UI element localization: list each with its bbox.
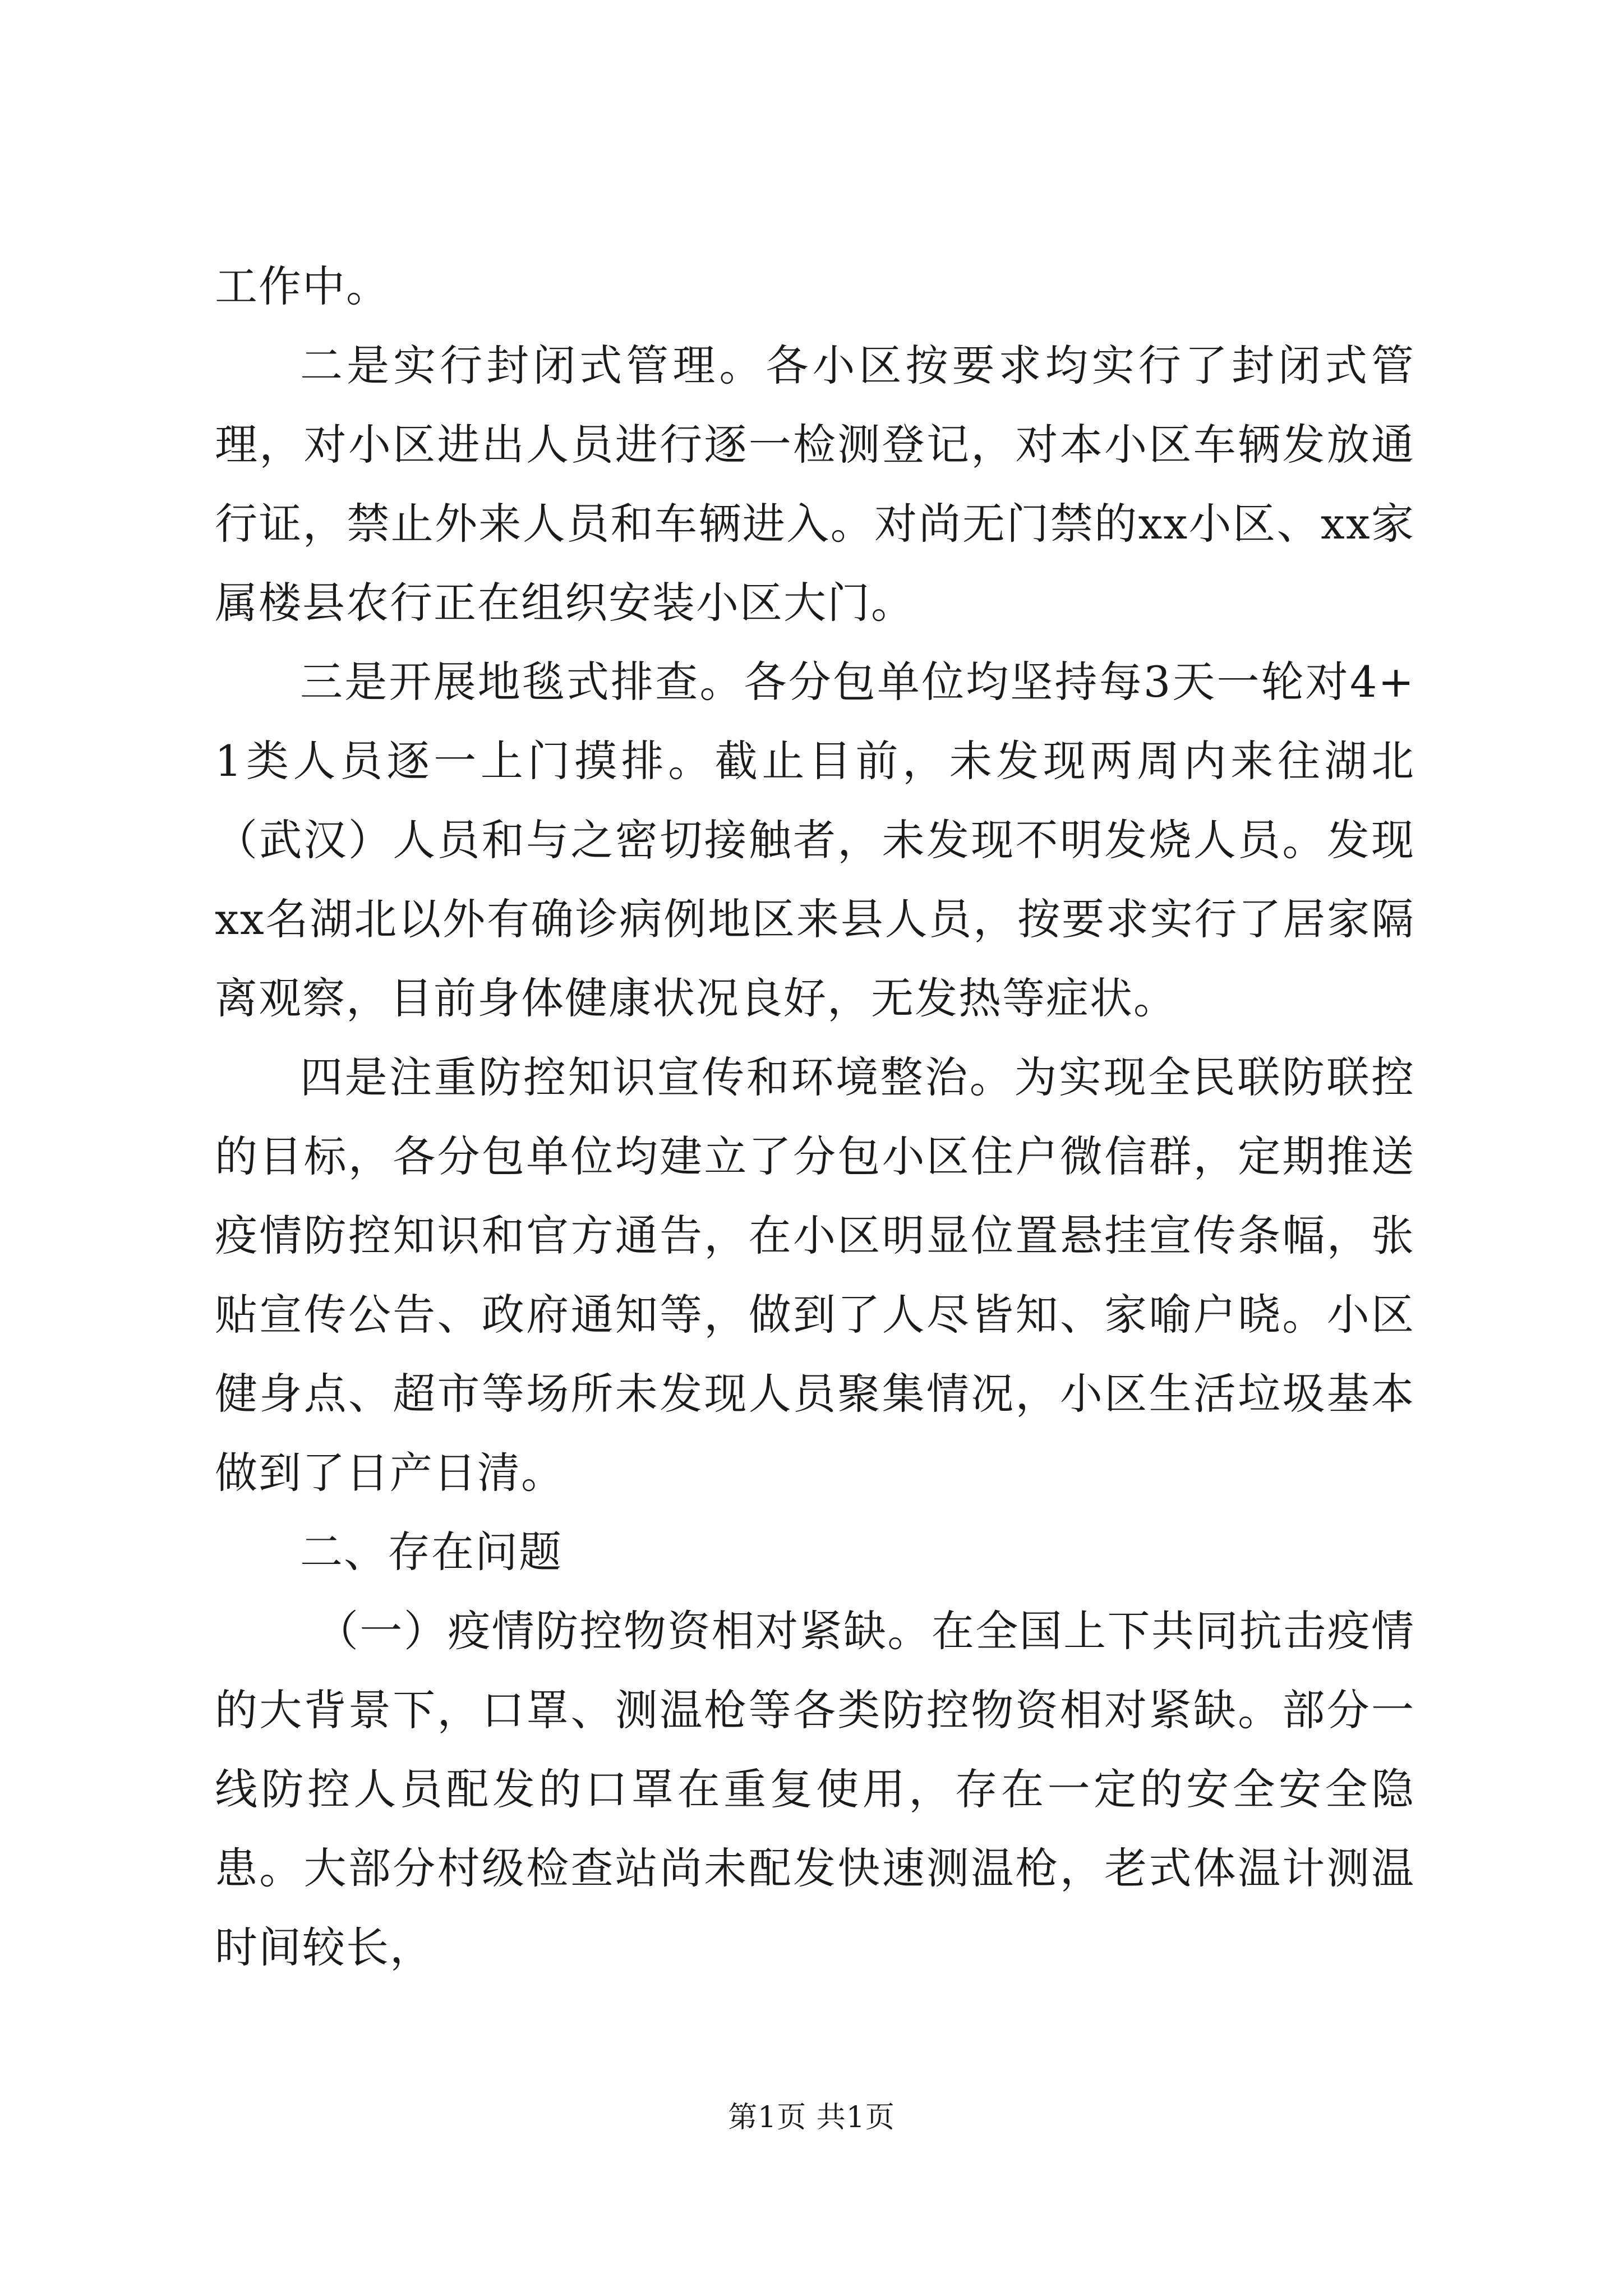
page-footer: 第1页 共1页 <box>728 2101 895 2134</box>
paragraph-closed-management: 二是实行封闭式管理。各小区按要求均实行了封闭式管理，对小区进出人员进行逐一检测登记，对本小区车辆发放通行证，禁止外来人员和车辆进入。对尚无门禁的xx小区、xx家属楼县农行正在组织安装小区大门。 <box>215 341 1415 628</box>
paragraph-supplies-shortage: （一）疫情防控物资相对紧缺。在全国上下共同抗击疫情的大背景下，口罩、测温枪等各类防控物资相对紧缺。部分一线防控人员配发的口罩在重复使用，存在一定的安全安全隐患。大部分村级检查站尚未配发快速测温枪，老式体温计测温时间较长， <box>215 1606 1415 1972</box>
paragraph-publicity-environment: 四是注重防控知识宣传和环境整治。为实现全民联防联控的目标，各分包单位均建立了分包小区住户微信群，定期推送疫情防控知识和官方通告，在小区明显位置悬挂宣传条幅，张贴宣传公告、政府通知等，做到了人尽皆知、家喻户晓。小区健身点、超市等场所未发现人员聚集情况，小区生活垃圾基本做到了日产日清。 <box>215 1052 1415 1498</box>
paragraph-carpet-screening: 三是开展地毯式排查。各分包单位均坚持每3天一轮对4+1类人员逐一上门摸排。截止目前，未发现两周内来往湖北（武汉）人员和与之密切接触者，未发现不明发烧人员。发现xx名湖北以外有确诊病例地区来县人员，按要求实行了居家隔离观察，目前身体健康状况良好，无发热等症状。 <box>215 657 1415 1023</box>
section-heading-problems: 二、存在问题 <box>300 1527 562 1577</box>
paragraph-continuation: 工作中。 <box>215 261 390 311</box>
document-body <box>215 247 1415 1987</box>
